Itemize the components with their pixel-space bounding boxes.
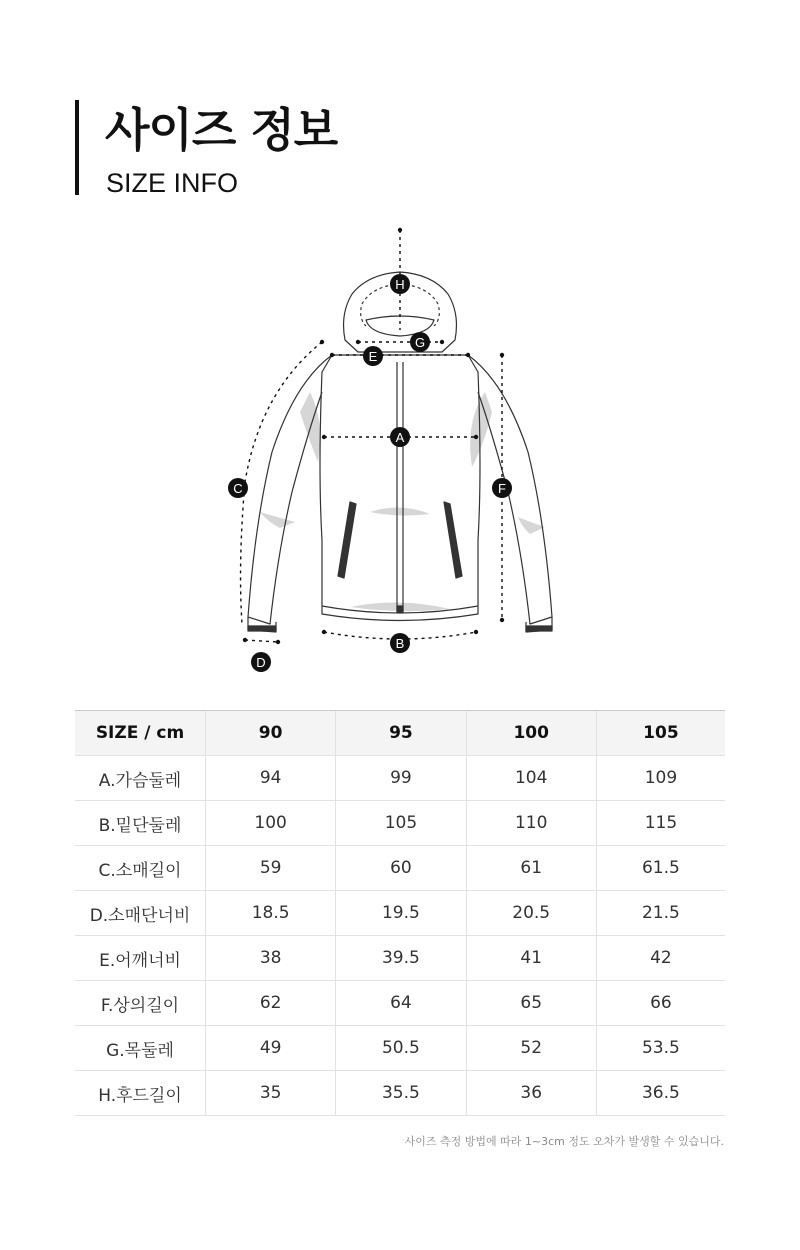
table-row xyxy=(75,846,725,891)
row-label: H.후드길이 xyxy=(75,1071,206,1116)
table-cell: 50.5 xyxy=(336,1026,466,1071)
table-cell: 39.5 xyxy=(336,936,466,981)
table-cell: 61 xyxy=(466,846,596,891)
table-row xyxy=(75,1026,725,1071)
svg-text:C: C xyxy=(233,481,243,496)
table-row xyxy=(75,936,725,981)
marker-b xyxy=(390,633,410,653)
table-cell: 52 xyxy=(466,1026,596,1071)
measurement-footnote: 사이즈 측정 방법에 따라 1~3cm 정도 오차가 발생할 수 있습니다. xyxy=(404,1135,724,1148)
row-label: B.밑단둘레 xyxy=(75,801,206,846)
table-cell: 115 xyxy=(596,801,725,846)
size-table xyxy=(75,710,725,1116)
marker-e xyxy=(363,346,383,366)
size-header-label: SIZE / cm xyxy=(75,711,206,756)
measurement-guides xyxy=(241,230,502,642)
marker-c xyxy=(228,478,248,498)
size-header-95: 95 xyxy=(336,711,466,756)
page-title: 사이즈 정보 xyxy=(105,103,338,157)
svg-text:D: D xyxy=(256,655,266,670)
svg-text:F: F xyxy=(498,481,506,496)
size-header-90: 90 xyxy=(206,711,336,756)
table-cell: 59 xyxy=(206,846,336,891)
table-cell: 64 xyxy=(336,981,466,1026)
size-table-header-row xyxy=(75,711,725,756)
table-row xyxy=(75,1071,725,1116)
table-cell: 99 xyxy=(336,756,466,801)
table-cell: 110 xyxy=(466,801,596,846)
table-cell: 42 xyxy=(596,936,725,981)
table-cell: 21.5 xyxy=(596,891,725,936)
svg-text:A: A xyxy=(395,430,405,445)
table-cell: 49 xyxy=(206,1026,336,1071)
table-cell: 61.5 xyxy=(596,846,725,891)
jacket-outline xyxy=(248,272,552,632)
row-label: F.상의길이 xyxy=(75,981,206,1026)
table-row xyxy=(75,801,725,846)
table-cell: 62 xyxy=(206,981,336,1026)
marker-g xyxy=(410,332,430,352)
table-row xyxy=(75,891,725,936)
table-cell: 36.5 xyxy=(596,1071,725,1116)
table-cell: 20.5 xyxy=(466,891,596,936)
size-header-100: 100 xyxy=(466,711,596,756)
table-cell: 53.5 xyxy=(596,1026,725,1071)
table-cell: 35.5 xyxy=(336,1071,466,1116)
table-cell: 19.5 xyxy=(336,891,466,936)
table-cell: 35 xyxy=(206,1071,336,1116)
svg-text:E: E xyxy=(368,349,378,364)
row-label: D.소매단너비 xyxy=(75,891,206,936)
table-row xyxy=(75,981,725,1026)
table-cell: 66 xyxy=(596,981,725,1026)
svg-text:G: G xyxy=(414,335,426,350)
table-cell: 94 xyxy=(206,756,336,801)
table-cell: 36 xyxy=(466,1071,596,1116)
marker-f xyxy=(492,478,512,498)
table-row xyxy=(75,756,725,801)
svg-text:B: B xyxy=(395,636,405,651)
table-cell: 38 xyxy=(206,936,336,981)
table-cell: 109 xyxy=(596,756,725,801)
row-label: G.목둘레 xyxy=(75,1026,206,1071)
measurement-endpoints xyxy=(243,228,504,644)
jacket-measurement-diagram xyxy=(200,222,600,682)
page-subtitle: SIZE INFO xyxy=(106,168,239,198)
title-accent-bar xyxy=(75,100,79,195)
table-cell: 105 xyxy=(336,801,466,846)
row-label: C.소매길이 xyxy=(75,846,206,891)
row-label: E.어깨너비 xyxy=(75,936,206,981)
row-label: A.가슴둘레 xyxy=(75,756,206,801)
marker-d xyxy=(251,652,271,672)
table-cell: 41 xyxy=(466,936,596,981)
table-cell: 60 xyxy=(336,846,466,891)
size-header-105: 105 xyxy=(596,711,725,756)
table-cell: 104 xyxy=(466,756,596,801)
marker-h xyxy=(390,274,410,294)
svg-text:H: H xyxy=(395,277,405,292)
table-cell: 18.5 xyxy=(206,891,336,936)
marker-a xyxy=(390,427,410,447)
table-cell: 100 xyxy=(206,801,336,846)
table-cell: 65 xyxy=(466,981,596,1026)
